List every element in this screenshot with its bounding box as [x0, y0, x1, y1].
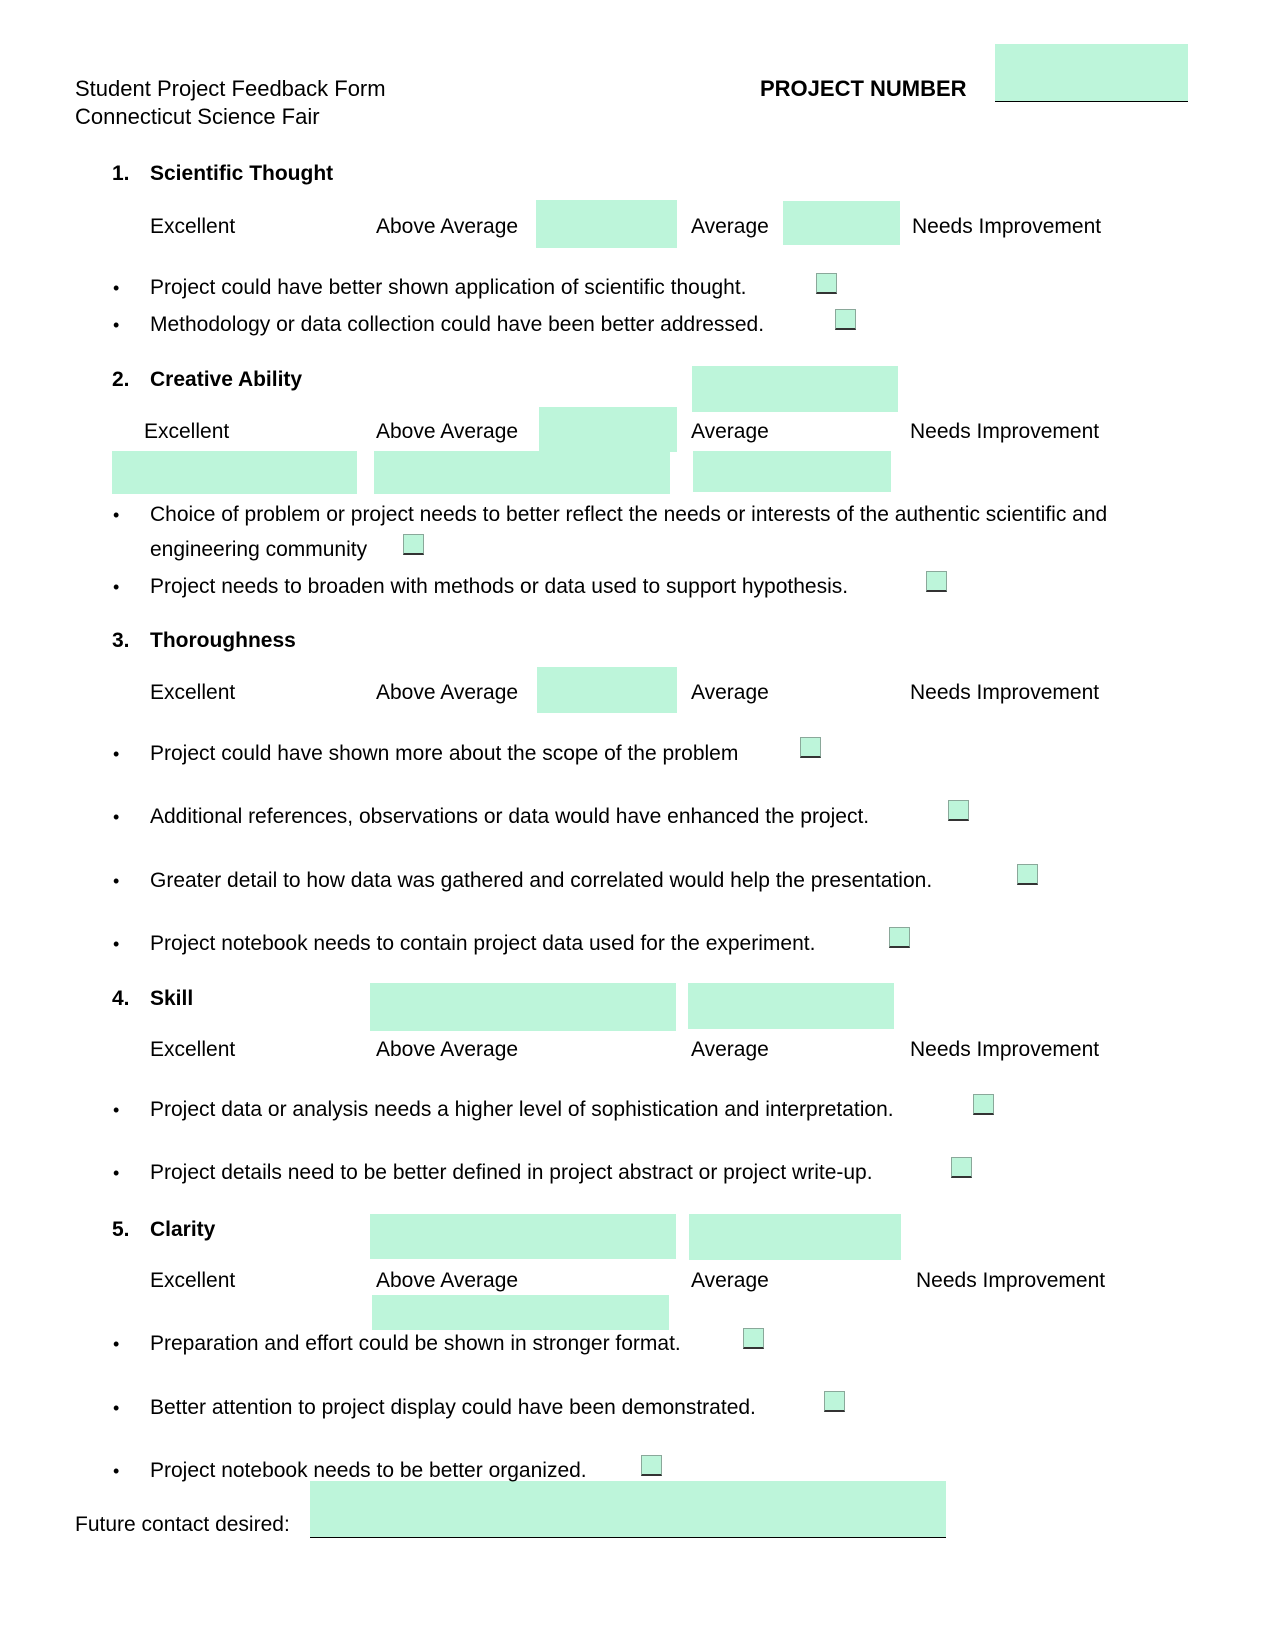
section-3-item-4: Project notebook needs to contain project data used for the experiment. [150, 932, 816, 955]
section-3-rating-excellent: Excellent [150, 681, 236, 704]
section-5-rating-needs-improvement: Needs Improvement [916, 1269, 1106, 1292]
section-5-item-2: Better attention to project display could have been demonstrated. [150, 1396, 756, 1419]
section-3-item-2-checkbox[interactable] [948, 800, 969, 821]
section-1-title: Scientific Thought [150, 162, 334, 185]
bullet-icon: • [113, 1334, 120, 1354]
section-5-above-average-field[interactable] [370, 1214, 676, 1259]
bullet-icon: • [113, 1163, 120, 1183]
section-2-rating-average: Average [691, 420, 769, 443]
section-5-average-field[interactable] [689, 1214, 901, 1260]
section-5-excellent-field[interactable] [372, 1295, 669, 1330]
section-4-above-average-field[interactable] [370, 983, 676, 1031]
section-5-item-1: Preparation and effort could be shown in stronger format. [150, 1332, 681, 1355]
section-2-above-average-field[interactable] [539, 407, 677, 452]
section-2-excellent-field[interactable] [112, 451, 357, 494]
section-2-number: 2. [112, 368, 130, 391]
section-3-item-2: Additional references, observations or data would have enhanced the project. [150, 805, 870, 828]
section-2-rating-needs-improvement: Needs Improvement [910, 420, 1100, 443]
section-2-item-1: Choice of problem or project needs to better reflect the needs or interests of the authentic scientific and [150, 503, 1108, 526]
bullet-icon: • [113, 871, 120, 891]
bullet-icon: • [113, 278, 120, 298]
bullet-icon: • [113, 744, 120, 764]
section-3-item-3-checkbox[interactable] [1017, 864, 1038, 885]
section-3-item-1-checkbox[interactable] [800, 737, 821, 758]
section-2-title: Creative Ability [150, 368, 303, 391]
section-1-item-2: Methodology or data collection could have been better addressed. [150, 313, 765, 336]
section-4-rating-above-average: Above Average [376, 1038, 519, 1061]
bullet-icon: • [113, 315, 120, 335]
section-5-item-3: Project notebook needs to be better organized. [150, 1459, 587, 1482]
section-2-item-1-checkbox[interactable] [403, 534, 424, 555]
bullet-icon: • [113, 505, 120, 525]
section-1-item-1-checkbox[interactable] [816, 273, 837, 294]
section-1-item-1: Project could have better shown application of scientific thought. [150, 276, 747, 299]
section-5-item-1-checkbox[interactable] [743, 1328, 764, 1349]
section-1-item-2-checkbox[interactable] [835, 309, 856, 330]
section-4-item-2: Project details need to be better defined in project abstract or project write-up. [150, 1161, 873, 1184]
future-contact-field[interactable] [310, 1481, 946, 1538]
section-4-average-field[interactable] [688, 983, 894, 1029]
section-3-item-3: Greater detail to how data was gathered and correlated would help the presentation. [150, 869, 933, 892]
section-3-above-average-field[interactable] [537, 667, 677, 713]
section-1-number: 1. [112, 162, 130, 185]
project-number-underline [995, 101, 1188, 102]
section-5-rating-excellent: Excellent [150, 1269, 236, 1292]
section-5-number: 5. [112, 1218, 130, 1241]
section-1-rating-excellent: Excellent [150, 215, 236, 238]
section-2-item-2-checkbox[interactable] [926, 571, 947, 592]
section-5-rating-average: Average [691, 1269, 769, 1292]
section-2-rating-above-average: Above Average [376, 420, 519, 443]
section-3-rating-above-average: Above Average [376, 681, 519, 704]
section-4-rating-needs-improvement: Needs Improvement [910, 1038, 1100, 1061]
section-3-item-1: Project could have shown more about the scope of the problem [150, 742, 739, 765]
section-5-item-2-checkbox[interactable] [824, 1391, 845, 1412]
bullet-icon: • [113, 807, 120, 827]
section-2-rating-excellent: Excellent [144, 420, 230, 443]
section-4-item-1-checkbox[interactable] [973, 1094, 994, 1115]
project-number-label: PROJECT NUMBER [760, 76, 967, 101]
section-4-rating-average: Average [691, 1038, 769, 1061]
section-4-item-1: Project data or analysis needs a higher level of sophistication and interpretation. [150, 1098, 894, 1121]
section-1-rating-above-average: Above Average [376, 215, 519, 238]
section-5-title: Clarity [150, 1218, 216, 1241]
bullet-icon: • [113, 934, 120, 954]
bullet-icon: • [113, 1461, 120, 1481]
section-4-number: 4. [112, 987, 130, 1010]
bullet-icon: • [113, 577, 120, 597]
section-1-above-average-field[interactable] [536, 200, 677, 248]
section-1-average-field[interactable] [783, 201, 900, 245]
section-2-item-1-continued: engineering community [150, 538, 368, 561]
bullet-icon: • [113, 1398, 120, 1418]
section-4-title: Skill [150, 987, 194, 1010]
org-name: Connecticut Science Fair [75, 104, 320, 129]
section-3-title: Thoroughness [150, 629, 296, 652]
bullet-icon: • [113, 1100, 120, 1120]
section-3-rating-average: Average [691, 681, 769, 704]
section-4-rating-excellent: Excellent [150, 1038, 236, 1061]
section-2-above-average-field-bottom[interactable] [374, 451, 670, 494]
form-title: Student Project Feedback Form [75, 76, 386, 101]
section-3-number: 3. [112, 629, 130, 652]
future-contact-label: Future contact desired: [75, 1513, 290, 1536]
section-1-rating-average: Average [691, 215, 769, 238]
section-1-rating-needs-improvement: Needs Improvement [912, 215, 1102, 238]
project-number-field[interactable] [995, 44, 1188, 102]
section-2-average-field-top[interactable] [692, 366, 898, 412]
section-3-item-4-checkbox[interactable] [889, 927, 910, 948]
section-3-rating-needs-improvement: Needs Improvement [910, 681, 1100, 704]
future-contact-underline [310, 1537, 946, 1538]
section-2-item-2: Project needs to broaden with methods or data used to support hypothesis. [150, 575, 849, 598]
section-4-item-2-checkbox[interactable] [951, 1157, 972, 1178]
section-5-item-3-checkbox[interactable] [641, 1455, 662, 1476]
section-2-average-field-bottom[interactable] [693, 451, 891, 492]
section-5-rating-above-average: Above Average [376, 1269, 519, 1292]
